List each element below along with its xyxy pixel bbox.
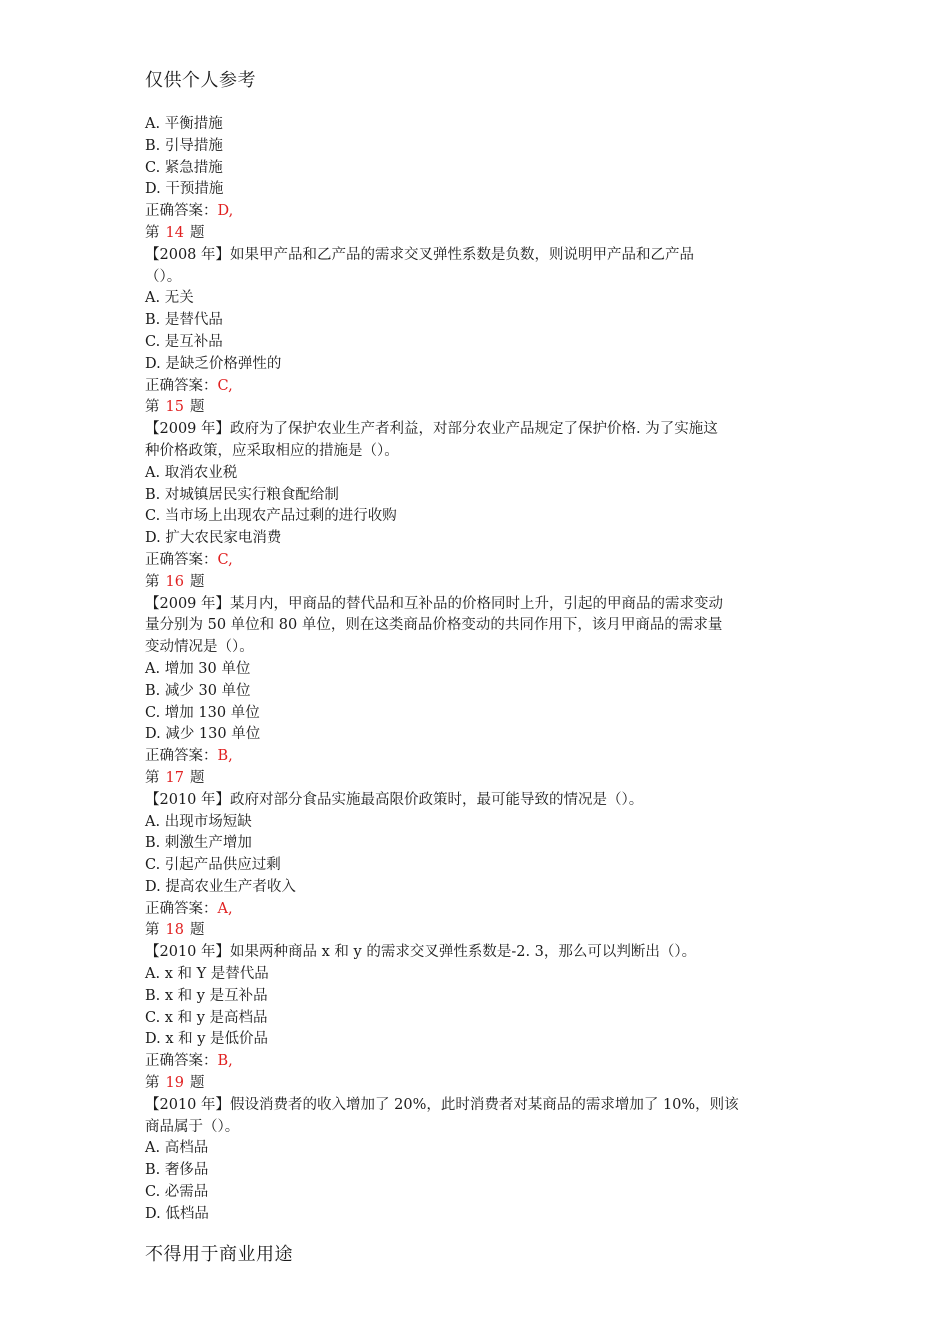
answer-line [145, 746, 810, 768]
option-line: B. 减少 30 单位 [145, 682, 251, 699]
answer-line [145, 376, 810, 398]
question-stem-line: 变动情况是（）。 [145, 639, 254, 656]
question-stem-line: 商品属于（）。 [145, 1118, 240, 1135]
question-number-line [145, 1073, 810, 1095]
question-prefix: 第 [145, 922, 160, 939]
continued-question [145, 114, 810, 223]
option-line: A. 平衡措施 [145, 116, 223, 132]
option-line: B. 刺激生产增加 [145, 835, 252, 852]
option-line: B. 奢侈品 [145, 1162, 209, 1179]
questions-container [145, 223, 810, 1226]
question-suffix: 题 [189, 769, 205, 786]
question-suffix: 题 [189, 399, 205, 416]
question-stem-line: 【2010 年】政府对部分食品实施最高限价政策时，最可能导致的情况是（）。 [145, 791, 644, 808]
option-line: D. x 和 y 是低价品 [145, 1031, 269, 1048]
option-line: A. 取消农业税 [145, 464, 238, 481]
question-stem-line: 【2010 年】假设消费者的收入增加了 20%，此时消费者对某商品的需求增加了 10%，则该 [145, 1096, 739, 1113]
option-line: C. 必需品 [145, 1184, 209, 1201]
question-number-line [145, 572, 810, 594]
option-line: C. x 和 y 是高档品 [145, 1009, 268, 1026]
question-number-line [145, 397, 810, 419]
option-line: A. x 和 Y 是替代品 [145, 966, 269, 983]
question-number: 18 [165, 922, 184, 939]
question-block [145, 768, 810, 921]
question-suffix: 题 [189, 1075, 205, 1092]
answer-line [145, 1051, 810, 1073]
option-line: A. 出现市场短缺 [145, 813, 252, 830]
question-suffix: 题 [189, 224, 205, 241]
question-prefix: 第 [145, 769, 160, 786]
option-line: A. 增加 30 单位 [145, 660, 251, 677]
question-number: 14 [165, 224, 184, 241]
answer-line [145, 550, 810, 572]
answer-value: C, [217, 551, 233, 568]
option-line: B. 是替代品 [145, 312, 223, 329]
question-number-line [145, 920, 810, 942]
page-header: 仅供个人参考 [145, 70, 256, 91]
option-line: C. 是互补品 [145, 333, 223, 350]
option-line: A. 高档品 [145, 1140, 209, 1157]
option-line: D. 是缺乏价格弹性的 [145, 355, 282, 372]
question-suffix: 题 [189, 573, 205, 590]
option-line: D. 减少 130 单位 [145, 726, 261, 743]
question-number: 16 [165, 573, 184, 590]
answer-value: A, [217, 900, 233, 917]
answer-value: D, [217, 203, 234, 220]
option-line: B. x 和 y 是互补品 [145, 987, 268, 1004]
option-line: D. 干预措施 [145, 181, 224, 198]
question-prefix: 第 [145, 1075, 160, 1092]
question-block [145, 1073, 810, 1226]
option-line: B. 引导措施 [145, 137, 223, 154]
question-number: 17 [165, 769, 184, 786]
question-number-line [145, 223, 810, 245]
option-line: C. 引起产品供应过剩 [145, 857, 281, 874]
answer-line [145, 899, 810, 921]
answer-label: 正确答案： [145, 203, 218, 220]
question-stem-line: 【2010 年】如果两种商品 x 和 y 的需求交叉弹性系数是-2. 3，那么可以判断出（）。 [145, 944, 697, 961]
question-suffix: 题 [189, 922, 205, 939]
question-stem-line: 【2008 年】如果甲产品和乙产品的需求交叉弹性系数是负数，则说明甲产品和乙产品 [145, 246, 695, 263]
question-stem-line: 种价格政策，应采取相应的措施是（）。 [145, 442, 399, 459]
answer-label: 正确答案： [145, 900, 218, 917]
answer-label: 正确答案： [145, 551, 218, 568]
answer-label: 正确答案： [145, 377, 218, 394]
question-stem-line: 【2009 年】政府为了保护农业生产者利益，对部分农业产品规定了保护价格. 为了实施这 [145, 421, 718, 438]
option-line: D. 扩大农民家电消费 [145, 530, 282, 547]
answer-label: 正确答案： [145, 1053, 218, 1070]
question-number-line [145, 768, 810, 790]
option-line: D. 低档品 [145, 1205, 209, 1222]
question-number: 19 [165, 1075, 184, 1092]
option-line: C. 紧急措施 [145, 159, 223, 176]
answer-value: B, [217, 748, 233, 765]
question-block [145, 397, 810, 571]
answer-value: B, [217, 1053, 233, 1070]
answer-label: 正确答案： [145, 748, 218, 765]
option-line: A. 无关 [145, 290, 194, 307]
option-line: D. 提高农业生产者收入 [145, 878, 296, 895]
question-stem-line: 量分别为 50 单位和 80 单位，则在这类商品价格变动的共同作用下，该月甲商品的需求量 [145, 617, 723, 634]
answer-value: C, [217, 377, 233, 394]
question-block [145, 920, 810, 1073]
question-stem-line: 【2009 年】某月内，甲商品的替代品和互补品的价格同时上升，引起的甲商品的需求变动 [145, 595, 724, 612]
answer-line [145, 201, 810, 223]
question-prefix: 第 [145, 224, 160, 241]
question-number: 15 [165, 399, 184, 416]
option-line: C. 当市场上出现农产品过剩的进行收购 [145, 508, 397, 525]
question-prefix: 第 [145, 573, 160, 590]
question-stem-line: （）。 [145, 268, 182, 285]
option-line: C. 增加 130 单位 [145, 704, 260, 721]
question-list [145, 114, 810, 1226]
question-prefix: 第 [145, 399, 160, 416]
page-footer: 不得用于商业用途 [145, 1244, 293, 1265]
question-block [145, 572, 810, 768]
option-line: B. 对城镇居民实行粮食配给制 [145, 486, 339, 503]
question-block [145, 223, 810, 397]
